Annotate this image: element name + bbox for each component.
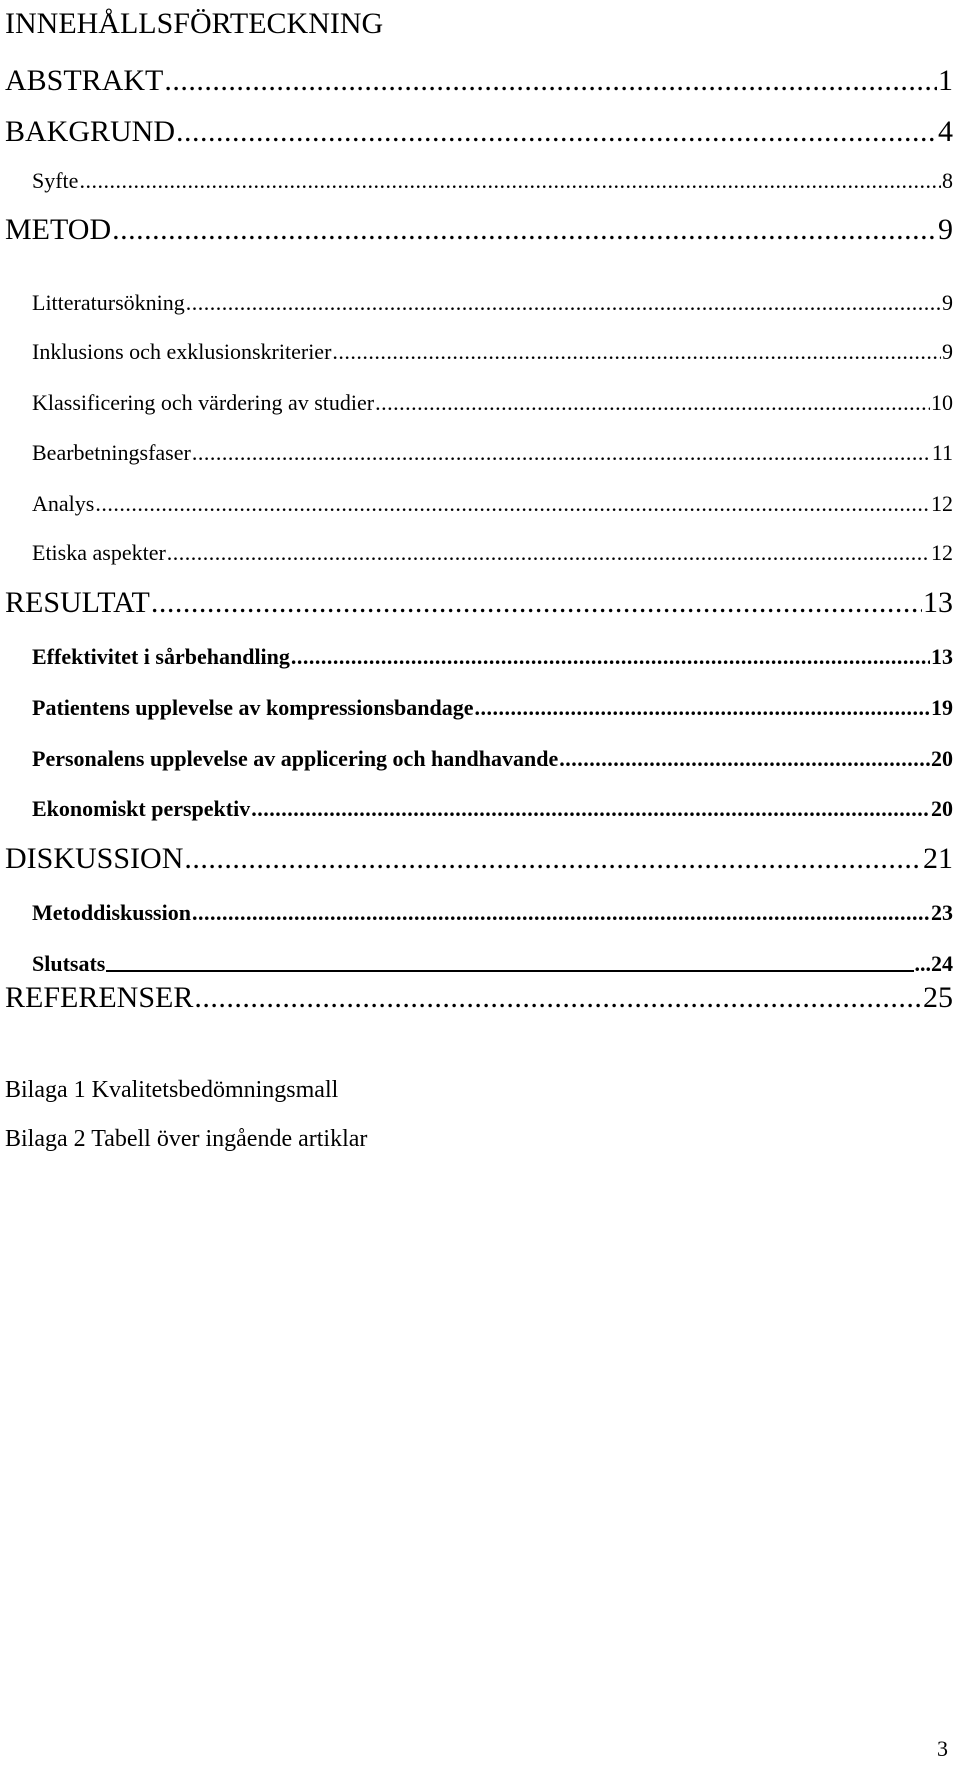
toc-entry-etiska-aspekter [32, 539, 953, 567]
toc-entry-label: Ekonomiskt perspektiv [32, 796, 251, 821]
toc-title: INNEHÅLLSFÖRTECKNING [5, 7, 384, 40]
toc-entry-label: RESULTAT [5, 586, 150, 619]
toc-entry-label: Metoddiskussion [32, 900, 191, 925]
toc-entry-label: Slutsats [32, 951, 106, 976]
toc-entry-page: 20 [931, 796, 953, 821]
toc-entry-label: DISKUSSION [5, 842, 184, 875]
toc-entry-ekonomiskt-perspektiv [32, 795, 953, 823]
toc-entry-label: ABSTRAKT [5, 64, 164, 97]
toc-entry-label: Patientens upplevelse av kompressionsbandage [32, 695, 474, 720]
toc-entry-inklusionskriterier [32, 338, 953, 366]
toc-entry-label: REFERENSER [5, 981, 194, 1014]
toc-entry-litteratursokning [32, 289, 953, 317]
toc-entry-label: Etiska aspekter [32, 540, 166, 565]
dot-leader [164, 63, 937, 99]
toc-entry-label: Klassificering och värdering av studier [32, 390, 375, 415]
underline-leader [106, 952, 913, 972]
toc-entry-label: Inklusions och exklusionskriterier [32, 339, 332, 364]
toc-entry-abstrakt [5, 63, 953, 99]
toc-entry-page: 23 [931, 900, 953, 925]
toc-entry-page: 4 [938, 115, 953, 148]
toc-entry-page: ...24 [914, 951, 953, 976]
dot-leader [192, 899, 930, 927]
dot-leader [184, 841, 922, 877]
dot-leader [559, 745, 930, 773]
toc-entry-metod [5, 212, 953, 248]
toc-entry-label: Analys [32, 491, 95, 516]
toc-entry-label: Litteratursökning [32, 290, 185, 315]
dot-leader [194, 980, 922, 1016]
toc-entry-page: 19 [931, 695, 953, 720]
toc-entry-bearbetningsfaser [32, 439, 953, 467]
toc-entry-page: 13 [923, 586, 953, 619]
toc-entry-label: METOD [5, 213, 112, 246]
toc-entry-page: 9 [942, 339, 953, 364]
toc-entry-label: Personalens upplevelse av applicering och handhavande [32, 746, 559, 771]
dot-leader [375, 389, 930, 417]
toc-entry-page: 1 [938, 64, 953, 97]
dot-leader [186, 289, 941, 317]
toc-entry-page: 25 [923, 981, 953, 1014]
dot-leader [79, 167, 941, 195]
toc-entry-patientens-upplevelse [32, 694, 953, 722]
toc-entry-page: 13 [931, 644, 953, 669]
appendix-1: Bilaga 1 Kvalitetsbedömningsmall [5, 1077, 339, 1103]
toc-entry-label: Syfte [32, 168, 79, 193]
dot-leader [176, 114, 937, 150]
toc-entry-diskussion [5, 841, 953, 877]
page-number: 3 [937, 1736, 948, 1761]
toc-entry-label: Bearbetningsfaser [32, 440, 191, 465]
toc-entry-page: 9 [938, 213, 953, 246]
dot-leader [332, 338, 941, 366]
toc-entry-page: 8 [942, 168, 953, 193]
dot-leader [291, 643, 930, 671]
toc-entry-page: 9 [942, 290, 953, 315]
toc-entry-label: BAKGRUND [5, 115, 176, 148]
toc-entry-page: 12 [931, 491, 953, 516]
toc-entry-personalens-upplevelse [32, 745, 953, 773]
toc-entry-page: 11 [931, 440, 953, 465]
toc-entry-klassificering [32, 389, 953, 417]
dot-leader [167, 539, 930, 567]
toc-entry-metoddiskussion [32, 899, 953, 927]
toc-entry-page: 21 [923, 842, 953, 875]
toc-entry-label: Effektivitet i sårbehandling [32, 644, 290, 669]
toc-entry-page: 12 [931, 540, 953, 565]
toc-entry-effektivitet [32, 643, 953, 671]
toc-entry-bakgrund [5, 114, 953, 150]
toc-entry-page: 20 [931, 746, 953, 771]
dot-leader [112, 212, 937, 248]
dot-leader [251, 795, 930, 823]
dot-leader [192, 439, 931, 467]
dot-leader [95, 490, 930, 518]
toc-entry-slutsats [32, 950, 953, 978]
toc-entry-referenser [5, 980, 953, 1016]
toc-entry-resultat [5, 585, 953, 621]
toc-entry-syfte [32, 167, 953, 195]
toc-entry-analys [32, 490, 953, 518]
appendix-2: Bilaga 2 Tabell över ingående artiklar [5, 1126, 368, 1152]
dot-leader [474, 694, 930, 722]
dot-leader [151, 585, 922, 621]
toc-entry-page: 10 [931, 390, 953, 415]
